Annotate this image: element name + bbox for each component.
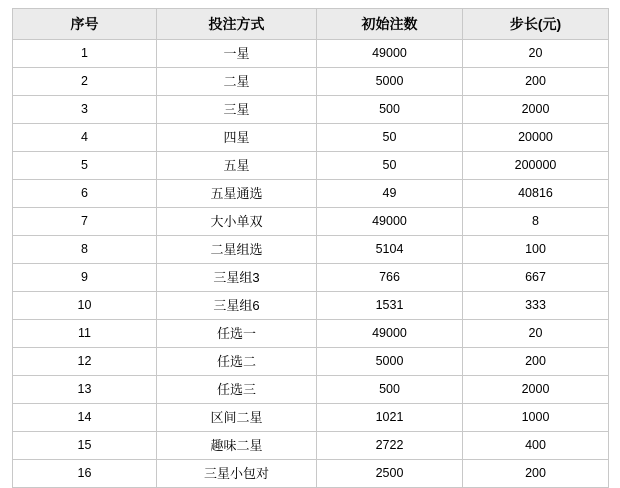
cell-index: 4	[13, 124, 157, 152]
column-header-step: 步长(元)	[463, 9, 609, 40]
bet-method-table	[12, 8, 609, 488]
cell-step: 8	[463, 208, 609, 236]
cell-step: 2000	[463, 96, 609, 124]
cell-initial-count: 49000	[317, 40, 463, 68]
cell-bet-method: 区间二星	[157, 404, 317, 432]
cell-bet-method: 三星组3	[157, 264, 317, 292]
cell-bet-method: 任选二	[157, 348, 317, 376]
cell-bet-method: 三星	[157, 96, 317, 124]
table-row	[13, 264, 609, 292]
cell-step: 200000	[463, 152, 609, 180]
cell-initial-count: 1021	[317, 404, 463, 432]
table-row	[13, 152, 609, 180]
cell-step: 100	[463, 236, 609, 264]
cell-initial-count: 5000	[317, 68, 463, 96]
cell-bet-method: 三星小包对	[157, 460, 317, 488]
cell-step: 667	[463, 264, 609, 292]
cell-initial-count: 49000	[317, 208, 463, 236]
cell-index: 2	[13, 68, 157, 96]
table-row	[13, 208, 609, 236]
table-row	[13, 292, 609, 320]
cell-index: 5	[13, 152, 157, 180]
cell-initial-count: 1531	[317, 292, 463, 320]
cell-initial-count: 2722	[317, 432, 463, 460]
cell-bet-method: 二星组选	[157, 236, 317, 264]
cell-initial-count: 50	[317, 152, 463, 180]
cell-index: 10	[13, 292, 157, 320]
cell-step: 20	[463, 40, 609, 68]
table-row	[13, 96, 609, 124]
column-header-index: 序号	[13, 9, 157, 40]
cell-step: 2000	[463, 376, 609, 404]
cell-step: 200	[463, 460, 609, 488]
cell-index: 11	[13, 320, 157, 348]
table-row	[13, 180, 609, 208]
cell-index: 9	[13, 264, 157, 292]
cell-initial-count: 2500	[317, 460, 463, 488]
cell-initial-count: 500	[317, 96, 463, 124]
cell-index: 7	[13, 208, 157, 236]
column-header-initial-count: 初始注数	[317, 9, 463, 40]
table-header	[13, 9, 609, 40]
cell-index: 3	[13, 96, 157, 124]
cell-initial-count: 49000	[317, 320, 463, 348]
column-header-bet-method: 投注方式	[157, 9, 317, 40]
cell-step: 1000	[463, 404, 609, 432]
table-row	[13, 432, 609, 460]
cell-bet-method: 五星	[157, 152, 317, 180]
table-row	[13, 404, 609, 432]
cell-bet-method: 二星	[157, 68, 317, 96]
table-row	[13, 236, 609, 264]
cell-index: 16	[13, 460, 157, 488]
cell-initial-count: 5104	[317, 236, 463, 264]
cell-index: 1	[13, 40, 157, 68]
table-row	[13, 124, 609, 152]
cell-initial-count: 50	[317, 124, 463, 152]
cell-step: 200	[463, 348, 609, 376]
cell-bet-method: 一星	[157, 40, 317, 68]
table-row	[13, 376, 609, 404]
cell-index: 8	[13, 236, 157, 264]
cell-initial-count: 49	[317, 180, 463, 208]
cell-bet-method: 趣味二星	[157, 432, 317, 460]
cell-step: 20	[463, 320, 609, 348]
cell-index: 12	[13, 348, 157, 376]
cell-step: 20000	[463, 124, 609, 152]
table-row	[13, 348, 609, 376]
cell-step: 400	[463, 432, 609, 460]
cell-index: 13	[13, 376, 157, 404]
cell-bet-method: 四星	[157, 124, 317, 152]
cell-step: 200	[463, 68, 609, 96]
cell-step: 40816	[463, 180, 609, 208]
cell-bet-method: 任选一	[157, 320, 317, 348]
cell-bet-method: 大小单双	[157, 208, 317, 236]
cell-step: 333	[463, 292, 609, 320]
cell-bet-method: 任选三	[157, 376, 317, 404]
table-row	[13, 68, 609, 96]
cell-initial-count: 766	[317, 264, 463, 292]
table-body	[13, 40, 609, 488]
cell-index: 15	[13, 432, 157, 460]
table-row	[13, 40, 609, 68]
cell-bet-method: 三星组6	[157, 292, 317, 320]
cell-index: 6	[13, 180, 157, 208]
table-header-row	[13, 9, 609, 40]
table-row	[13, 320, 609, 348]
cell-initial-count: 5000	[317, 348, 463, 376]
table-row	[13, 460, 609, 488]
cell-initial-count: 500	[317, 376, 463, 404]
cell-index: 14	[13, 404, 157, 432]
cell-bet-method: 五星通选	[157, 180, 317, 208]
